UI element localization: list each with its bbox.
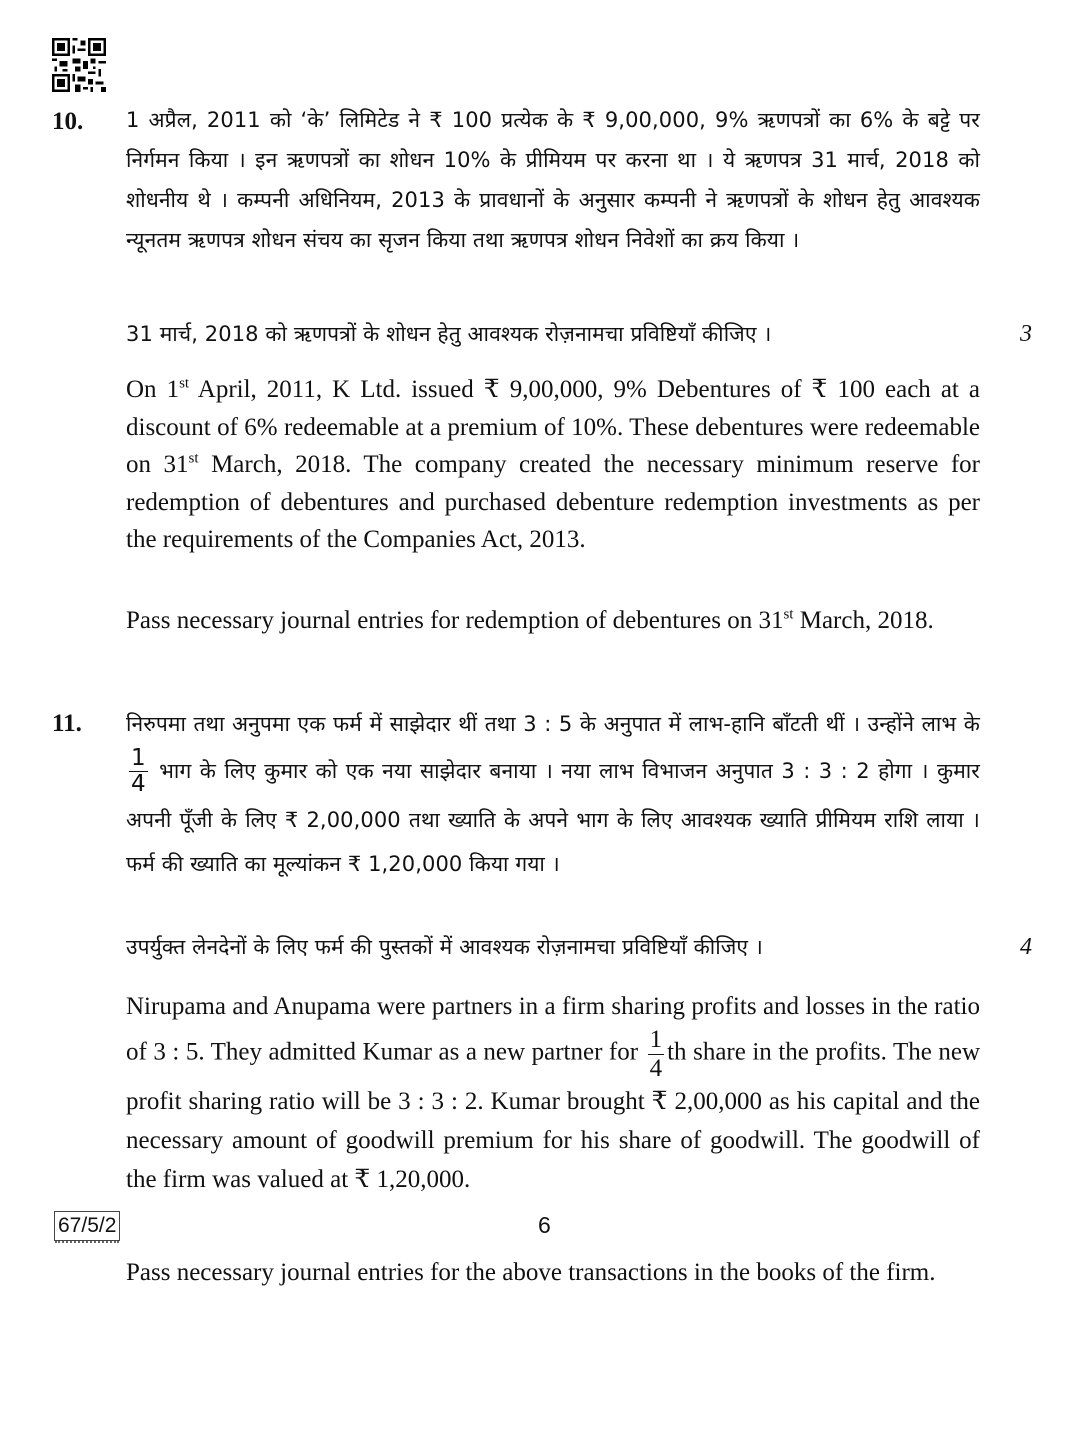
fraction-one-quarter: $\frac{1}{4}$ [649,1026,663,1082]
fraction-one-quarter: $\frac{1}{4}$ [131,745,146,798]
q11-hindi-task: उपर्युक्त लेनदेनों के लिए फर्म की पुस्तकों में आवश्यक रोज़नामचा प्रविष्टियाँ कीजिए । [126,935,763,959]
page-number: 6 [538,1212,551,1238]
q10-hindi-body: 1 अप्रैल, 2011 को ‘के’ लिमिटेड ने ₹ 100 प्रत्येक के ₹ 9,00,000, 9% ऋणपत्रों का 6% के बट्टे पर निर्गमन किया । इन ऋणपत्रों का शोधन 10% के प्रीमियम पर करना था । ये ऋणपत्र 31 मार्च, 2018 को शोधनीय थे । कम्पनी अधिनियम, 2013 के प्रावधानों के अनुसार कम्पनी ने ऋणपत्रों के शोधन हेतु आवश्यक न्यूनतम ऋणपत्र शोधन संचय का सृजन किया तथा ऋणपत्र शोधन निवेशों का क्रय किया । [126,108,980,252]
question-number: 11. [52,710,82,737]
q11-marks: 4 [1020,934,1032,960]
q10-hindi-task: 31 मार्च, 2018 को ऋणपत्रों के शोधन हेतु आवश्यक रोज़नामचा प्रविष्टियाँ कीजिए । [126,322,772,346]
q10-english-body: On 1st April, 2011, K Ltd. issued ₹ 9,00,000, 9% Debentures of ₹ 100 each at a discount of 6% redeemable at a premium of 10%. These debentures were redeemable on 31st March, 2018. The company created the necessary minimum reserve for redemption of debentures and purchased debenture redemption investments as per the requirements of the Companies Act, 2013. [126,375,981,553]
q10-english-task: Pass necessary journal entries for redemption of debentures on 31st March, 2018. [126,606,934,634]
qr-code [52,38,106,92]
q10-marks: 3 [1020,321,1032,347]
q11-english-task: Pass necessary journal entries for the above transactions in the books of the firm. [126,1259,936,1286]
question-number: 10. [52,108,84,135]
q11-hindi-body: निरुपमा तथा अनुपमा एक फर्म में साझेदार थीं तथा 3 : 5 के अनुपात में लाभ-हानि बाँटती थीं । उन्होंने लाभ के $\frac{1}{4}$ भाग के लिए कुमार को एक नया साझेदार बनाया । नया लाभ विभाजन अनुपात 3 : 3 : 2 होगा । कुमार अपनी पूँजी के लिए ₹ 2,00,000 तथा ख्याति के अपने भाग के लिए आवश्यक ख्याति प्रीमियम राशि लाया । फर्म की ख्याति का मूल्यांकन ₹ 1,20,000 किया गया । [126,712,980,876]
q11-english-body: Nirupama and Anupama were partners in a firm sharing profits and losses in the ratio of 3 : 5. They admitted Kumar as a new partner for $\frac{1}{4}$ th share in the profits. The new profit sharing ratio will be 3 : 3 : 2. Kumar brought ₹ 2,00,000 as his capital and the necessary amount of goodwill premium for his share of goodwill. The goodwill of the firm was valued at ₹ 1,20,000. [126,993,981,1193]
paper-code: 67/5/2 [54,1211,120,1241]
